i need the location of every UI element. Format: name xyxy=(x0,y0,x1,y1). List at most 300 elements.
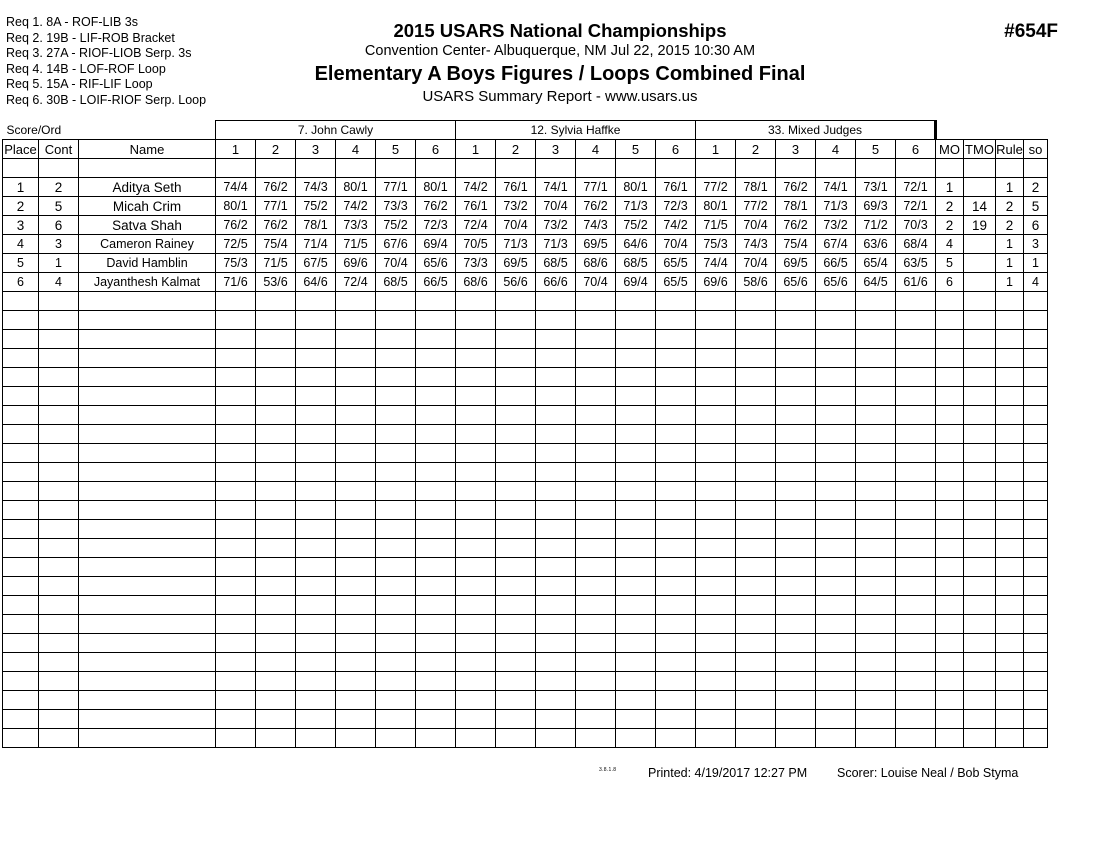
cell-score-j3-5: 71/2 xyxy=(856,216,896,235)
cell-empty xyxy=(416,406,456,425)
cell-empty xyxy=(536,672,576,691)
cell-empty xyxy=(1024,311,1048,330)
cell-empty xyxy=(39,501,79,520)
cell-empty xyxy=(536,729,576,748)
cell-empty xyxy=(216,634,256,653)
table-row-empty[interactable] xyxy=(3,615,1048,634)
cell-rule: 1 xyxy=(996,178,1024,197)
cell-score-j3-2: 58/6 xyxy=(736,273,776,292)
cell-rule: 2 xyxy=(996,197,1024,216)
cell-empty xyxy=(936,577,964,596)
cell-empty xyxy=(856,672,896,691)
cell-so: 3 xyxy=(1024,235,1048,254)
table-row-empty[interactable] xyxy=(3,729,1048,748)
table-row[interactable] xyxy=(3,216,1048,235)
table-row-empty[interactable] xyxy=(3,520,1048,539)
cell-empty xyxy=(964,520,996,539)
table-row-empty[interactable] xyxy=(3,406,1048,425)
cell-empty xyxy=(856,615,896,634)
cell-empty xyxy=(736,501,776,520)
cell-skater-name: Jayanthesh Kalmat xyxy=(79,273,216,292)
cell-empty xyxy=(216,577,256,596)
cell-empty xyxy=(616,539,656,558)
table-row-empty[interactable] xyxy=(3,292,1048,311)
cell-empty xyxy=(256,653,296,672)
cell-empty xyxy=(996,615,1024,634)
cell-empty xyxy=(416,349,456,368)
cell-empty xyxy=(536,577,576,596)
cell-score-j1-2: 75/4 xyxy=(256,235,296,254)
cell-score-j3-6: 68/4 xyxy=(896,235,936,254)
cell-empty xyxy=(896,596,936,615)
cell-empty xyxy=(616,463,656,482)
cell-score-j1-3: 75/2 xyxy=(296,197,336,216)
cell-empty xyxy=(696,653,736,672)
cell-empty xyxy=(79,710,216,729)
cell-empty xyxy=(496,558,536,577)
cell-empty xyxy=(39,292,79,311)
cell-empty xyxy=(376,539,416,558)
cell-empty xyxy=(39,463,79,482)
cell-empty xyxy=(376,482,416,501)
cell-empty xyxy=(336,520,376,539)
table-row[interactable] xyxy=(3,197,1048,216)
cell-empty xyxy=(336,577,376,596)
cell-score-j1-6: 69/4 xyxy=(416,235,456,254)
cell-score-j2-3: 68/5 xyxy=(536,254,576,273)
cell-score-j2-3: 74/1 xyxy=(536,178,576,197)
cell-empty xyxy=(576,425,616,444)
cell-empty xyxy=(456,292,496,311)
cell-empty xyxy=(216,311,256,330)
cell-empty xyxy=(256,501,296,520)
cell-empty xyxy=(39,596,79,615)
judge-group-header-row xyxy=(3,121,1048,140)
cell-empty xyxy=(336,539,376,558)
cell-skater-name: Micah Crim xyxy=(79,197,216,216)
cell-empty xyxy=(576,653,616,672)
cell-empty xyxy=(1024,729,1048,748)
cell-empty xyxy=(416,463,456,482)
cell-empty xyxy=(79,672,216,691)
table-row-empty[interactable] xyxy=(3,653,1048,672)
cell-empty xyxy=(696,406,736,425)
cell-empty xyxy=(936,444,964,463)
cell-empty xyxy=(896,349,936,368)
cell-empty xyxy=(376,501,416,520)
table-row-empty[interactable] xyxy=(3,349,1048,368)
cell-empty xyxy=(776,349,816,368)
cell-empty xyxy=(496,672,536,691)
cell-empty xyxy=(536,558,576,577)
cell-empty xyxy=(964,634,996,653)
table-row-empty[interactable] xyxy=(3,330,1048,349)
cell-empty xyxy=(656,634,696,653)
cell-empty xyxy=(456,311,496,330)
cell-score-j1-5: 70/4 xyxy=(376,254,416,273)
cell-empty xyxy=(856,349,896,368)
cell-empty xyxy=(856,729,896,748)
cell-empty xyxy=(964,349,996,368)
cell-so: 1 xyxy=(1024,254,1048,273)
cell-empty xyxy=(776,387,816,406)
header-separator-cell xyxy=(216,159,256,178)
cell-score-j3-3: 65/6 xyxy=(776,273,816,292)
table-row-empty[interactable] xyxy=(3,634,1048,653)
cell-score-j3-2: 70/4 xyxy=(736,254,776,273)
cell-empty xyxy=(456,729,496,748)
cell-mo: 6 xyxy=(936,273,964,292)
cell-empty xyxy=(456,577,496,596)
cell-empty xyxy=(256,520,296,539)
cell-empty xyxy=(496,444,536,463)
cell-empty xyxy=(936,558,964,577)
cell-empty xyxy=(536,311,576,330)
cell-empty xyxy=(216,596,256,615)
cell-empty xyxy=(336,634,376,653)
table-row-empty[interactable] xyxy=(3,672,1048,691)
cell-empty xyxy=(616,710,656,729)
judge-header-3: 33. Mixed Judges xyxy=(696,121,936,140)
cell-empty xyxy=(496,596,536,615)
header-separator-cell xyxy=(656,159,696,178)
cell-empty xyxy=(776,463,816,482)
cell-empty xyxy=(376,368,416,387)
cell-empty xyxy=(39,368,79,387)
cell-empty xyxy=(296,463,336,482)
cell-empty xyxy=(416,444,456,463)
cell-empty xyxy=(79,387,216,406)
cell-empty xyxy=(336,463,376,482)
cell-empty xyxy=(216,349,256,368)
report-header xyxy=(230,20,890,107)
cell-empty xyxy=(336,729,376,748)
cell-empty xyxy=(296,292,336,311)
cell-empty xyxy=(216,691,256,710)
cell-empty xyxy=(816,653,856,672)
cell-cont: 5 xyxy=(39,197,79,216)
cell-score-j1-5: 68/5 xyxy=(376,273,416,292)
cell-empty xyxy=(696,349,736,368)
cell-empty xyxy=(816,577,856,596)
cell-skater-name: Aditya Seth xyxy=(79,178,216,197)
header-separator-cell xyxy=(996,159,1024,178)
cell-score-j3-6: 63/5 xyxy=(896,254,936,273)
col-header-mo: MO xyxy=(936,140,964,159)
cell-empty xyxy=(376,634,416,653)
cell-empty xyxy=(736,482,776,501)
requirement-item: Req 3. 27A - RIOF-LIOB Serp. 3s xyxy=(6,46,192,60)
cell-empty xyxy=(656,425,696,444)
cell-empty xyxy=(376,615,416,634)
cell-empty xyxy=(736,634,776,653)
table-row-empty[interactable] xyxy=(3,710,1048,729)
cell-empty xyxy=(656,482,696,501)
cell-empty xyxy=(856,311,896,330)
cell-empty xyxy=(964,577,996,596)
cell-empty xyxy=(776,596,816,615)
header-separator xyxy=(3,159,1048,178)
cell-empty xyxy=(376,691,416,710)
cell-empty xyxy=(496,691,536,710)
cell-score-j3-1: 75/3 xyxy=(696,235,736,254)
cell-score-j3-4: 74/1 xyxy=(816,178,856,197)
cell-empty xyxy=(79,539,216,558)
printed-timestamp: Printed: 4/19/2017 12:27 PM xyxy=(648,766,808,780)
judge-header-1: 7. John Cawly xyxy=(216,121,456,140)
cell-empty xyxy=(79,596,216,615)
event-title: Elementary A Boys Figures / Loops Combined Final xyxy=(314,63,806,85)
cell-rule: 2 xyxy=(996,216,1024,235)
cell-empty xyxy=(616,520,656,539)
cell-empty xyxy=(79,311,216,330)
cell-cont: 1 xyxy=(39,254,79,273)
cell-score-j3-2: 77/2 xyxy=(736,197,776,216)
cell-empty xyxy=(256,425,296,444)
header-separator-cell xyxy=(736,159,776,178)
cell-empty xyxy=(776,615,816,634)
cell-tmo: 19 xyxy=(964,216,996,235)
cell-empty xyxy=(896,520,936,539)
cell-empty xyxy=(856,558,896,577)
cell-score-j3-1: 71/5 xyxy=(696,216,736,235)
col-header-judge3-2: 2 xyxy=(736,140,776,159)
cell-empty xyxy=(1024,444,1048,463)
table-row-empty[interactable] xyxy=(3,539,1048,558)
cell-empty xyxy=(376,596,416,615)
cell-empty xyxy=(936,710,964,729)
col-header-judge3-6: 6 xyxy=(896,140,936,159)
cell-empty xyxy=(936,615,964,634)
header-separator-cell xyxy=(376,159,416,178)
cell-empty xyxy=(696,292,736,311)
cell-empty xyxy=(536,387,576,406)
cell-score-j1-2: 71/5 xyxy=(256,254,296,273)
cell-empty xyxy=(576,330,616,349)
cell-empty xyxy=(696,596,736,615)
cell-empty xyxy=(656,387,696,406)
cell-empty xyxy=(896,425,936,444)
cell-empty xyxy=(3,368,39,387)
requirement-item: Req 1. 8A - ROF-LIB 3s xyxy=(6,15,138,29)
cell-empty xyxy=(256,729,296,748)
cell-empty xyxy=(456,520,496,539)
cell-empty xyxy=(256,672,296,691)
cell-score-j3-5: 69/3 xyxy=(856,197,896,216)
cell-score-j1-3: 67/5 xyxy=(296,254,336,273)
cell-empty xyxy=(856,710,896,729)
cell-empty xyxy=(736,292,776,311)
cell-score-j2-4: 77/1 xyxy=(576,178,616,197)
cell-score-j2-1: 72/4 xyxy=(456,216,496,235)
table-row-empty[interactable] xyxy=(3,558,1048,577)
cell-empty xyxy=(576,672,616,691)
cell-empty xyxy=(296,482,336,501)
cell-empty xyxy=(576,596,616,615)
cell-score-j2-6: 72/3 xyxy=(656,197,696,216)
cell-empty xyxy=(256,710,296,729)
cell-empty xyxy=(736,558,776,577)
score-ord-label: Score/Ord xyxy=(3,121,216,140)
cell-score-j3-5: 63/6 xyxy=(856,235,896,254)
cell-empty xyxy=(856,292,896,311)
cell-empty xyxy=(79,501,216,520)
cell-empty xyxy=(964,482,996,501)
cell-score-j3-6: 72/1 xyxy=(896,178,936,197)
cell-empty xyxy=(296,672,336,691)
cell-score-j1-1: 71/6 xyxy=(216,273,256,292)
cell-empty xyxy=(536,406,576,425)
cell-empty xyxy=(536,425,576,444)
cell-empty xyxy=(856,330,896,349)
cell-score-j1-1: 80/1 xyxy=(216,197,256,216)
cell-tmo xyxy=(964,273,996,292)
cell-empty xyxy=(79,482,216,501)
cell-empty xyxy=(996,444,1024,463)
cell-score-j3-6: 72/1 xyxy=(896,197,936,216)
cell-score-j1-3: 74/3 xyxy=(296,178,336,197)
cell-empty xyxy=(776,311,816,330)
cell-empty xyxy=(536,710,576,729)
cell-empty xyxy=(536,292,576,311)
cell-empty xyxy=(656,672,696,691)
cell-empty xyxy=(576,292,616,311)
table-row-empty[interactable] xyxy=(3,444,1048,463)
cell-empty xyxy=(416,672,456,691)
cell-place: 1 xyxy=(3,178,39,197)
cell-empty xyxy=(1024,406,1048,425)
event-number: #654F xyxy=(1004,21,1058,42)
table-row[interactable] xyxy=(3,235,1048,254)
cell-empty xyxy=(896,577,936,596)
header-separator-cell xyxy=(616,159,656,178)
col-header-judge1-3: 3 xyxy=(296,140,336,159)
cell-empty xyxy=(896,501,936,520)
table-row-empty[interactable] xyxy=(3,387,1048,406)
cell-score-j1-3: 78/1 xyxy=(296,216,336,235)
cell-empty xyxy=(696,425,736,444)
cell-mo: 4 xyxy=(936,235,964,254)
cell-empty xyxy=(1024,615,1048,634)
cell-empty xyxy=(296,406,336,425)
header-separator-cell xyxy=(936,159,964,178)
cell-empty xyxy=(996,520,1024,539)
table-row-empty[interactable] xyxy=(3,463,1048,482)
cell-empty xyxy=(964,672,996,691)
cell-empty xyxy=(3,292,39,311)
cell-empty xyxy=(816,634,856,653)
header-separator-cell xyxy=(964,159,996,178)
cell-empty xyxy=(456,425,496,444)
cell-empty xyxy=(536,539,576,558)
cell-score-j1-4: 69/6 xyxy=(336,254,376,273)
cell-empty xyxy=(79,444,216,463)
table-row-empty[interactable] xyxy=(3,691,1048,710)
cell-empty xyxy=(964,406,996,425)
table-row-empty[interactable] xyxy=(3,425,1048,444)
cell-empty xyxy=(296,653,336,672)
cell-empty xyxy=(376,672,416,691)
cell-empty xyxy=(376,520,416,539)
cell-empty xyxy=(39,634,79,653)
cell-skater-name: David Hamblin xyxy=(79,254,216,273)
cell-empty xyxy=(256,292,296,311)
cell-empty xyxy=(376,292,416,311)
cell-empty xyxy=(996,577,1024,596)
cell-empty xyxy=(936,349,964,368)
cell-empty xyxy=(776,368,816,387)
cell-empty xyxy=(936,425,964,444)
cell-empty xyxy=(336,672,376,691)
cell-score-j1-4: 73/3 xyxy=(336,216,376,235)
table-row[interactable] xyxy=(3,273,1048,292)
cell-empty xyxy=(376,577,416,596)
cell-empty xyxy=(576,463,616,482)
cell-empty xyxy=(576,520,616,539)
cell-empty xyxy=(39,425,79,444)
table-row-empty[interactable] xyxy=(3,577,1048,596)
cell-empty xyxy=(816,729,856,748)
cell-empty xyxy=(456,406,496,425)
cell-empty xyxy=(896,710,936,729)
cell-empty xyxy=(79,368,216,387)
cell-empty xyxy=(256,406,296,425)
cell-empty xyxy=(696,311,736,330)
table-row-empty[interactable] xyxy=(3,596,1048,615)
cell-empty xyxy=(416,691,456,710)
cell-empty xyxy=(296,539,336,558)
header-separator-cell xyxy=(456,159,496,178)
table-row-empty[interactable] xyxy=(3,311,1048,330)
cell-empty xyxy=(936,387,964,406)
cell-empty xyxy=(416,330,456,349)
cell-empty xyxy=(496,349,536,368)
cell-empty xyxy=(616,577,656,596)
cell-empty xyxy=(1024,330,1048,349)
cell-empty xyxy=(536,520,576,539)
header-separator-cell xyxy=(576,159,616,178)
cell-empty xyxy=(656,463,696,482)
cell-score-j3-3: 69/5 xyxy=(776,254,816,273)
table-row[interactable] xyxy=(3,254,1048,273)
cell-empty xyxy=(996,558,1024,577)
cell-score-j1-2: 77/1 xyxy=(256,197,296,216)
table-row-empty[interactable] xyxy=(3,482,1048,501)
cell-empty xyxy=(39,653,79,672)
cell-empty xyxy=(936,501,964,520)
cell-empty xyxy=(696,729,736,748)
cell-mo: 1 xyxy=(936,178,964,197)
cell-empty xyxy=(296,558,336,577)
cell-empty xyxy=(696,558,736,577)
cell-score-j1-5: 75/2 xyxy=(376,216,416,235)
cell-empty xyxy=(256,558,296,577)
table-row-empty[interactable] xyxy=(3,501,1048,520)
table-row[interactable] xyxy=(3,178,1048,197)
cell-empty xyxy=(79,349,216,368)
cell-score-j1-4: 80/1 xyxy=(336,178,376,197)
cell-empty xyxy=(216,406,256,425)
cell-empty xyxy=(616,634,656,653)
cell-empty xyxy=(816,406,856,425)
cell-empty xyxy=(456,539,496,558)
cell-empty xyxy=(776,292,816,311)
cell-empty xyxy=(336,596,376,615)
cell-empty xyxy=(576,691,616,710)
cell-empty xyxy=(816,710,856,729)
cell-empty xyxy=(456,463,496,482)
table-row-empty[interactable] xyxy=(3,368,1048,387)
